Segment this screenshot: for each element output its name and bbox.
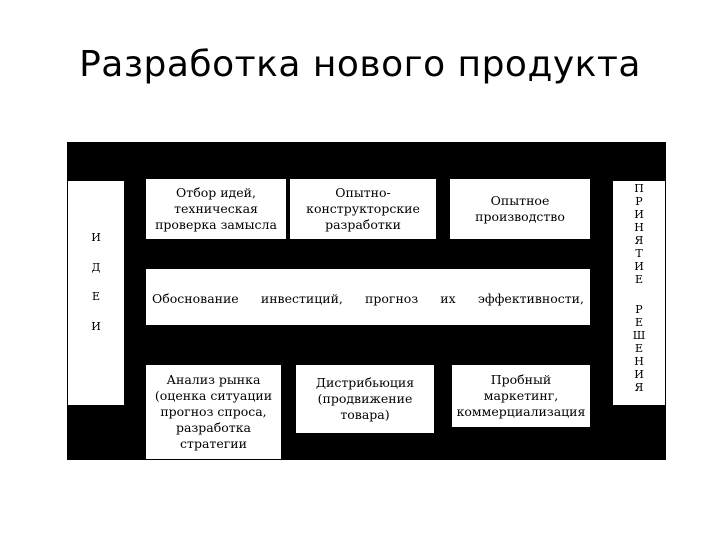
pilot-production-box: Опытное производство <box>450 179 590 239</box>
test-marketing-box: Пробный маркетинг, коммерциализация <box>452 365 590 427</box>
ideas-letter: И <box>91 231 101 244</box>
decision-column <box>613 181 665 405</box>
distribution-box: Дистрибьюция (продвижение товара) <box>296 365 434 433</box>
decision-letter: Ш <box>632 329 646 342</box>
decision-letter: Е <box>634 316 644 329</box>
investment-line-2: калькуляция расходов, расчеты себестоимости, цены и прибыли <box>152 325 584 340</box>
decision-letter: Р <box>635 195 643 208</box>
slide-title: Разработка нового продукта <box>79 44 641 85</box>
decision-letter: Н <box>634 355 644 368</box>
decision-letter: Т <box>635 247 643 260</box>
decision-letter: П <box>634 182 644 195</box>
decision-letter: Н <box>634 221 644 234</box>
decision-letter: И <box>634 260 644 273</box>
ideas-letter: И <box>91 320 101 333</box>
ideas-letter: Д <box>91 261 101 274</box>
ideas-column <box>68 181 124 405</box>
decision-letter: Я <box>634 234 644 247</box>
decision-letter: Р <box>635 303 643 316</box>
decision-letter: Е <box>634 342 644 355</box>
decision-letter: Я <box>634 381 644 394</box>
investment-line-1: Обоснование инвестиций, прогноз их эффективности, <box>152 291 584 306</box>
idea-selection-box: Отбор идей, техническая проверка замысла <box>146 179 286 239</box>
decision-letter: И <box>634 208 644 221</box>
prototype-development-box: Опытно- конструкторские разработки <box>290 179 436 239</box>
process-diagram <box>67 142 666 460</box>
ideas-letter: Е <box>91 290 101 303</box>
decision-letter: И <box>634 368 644 381</box>
investment-justification-box <box>146 269 590 340</box>
market-analysis-box: Анализ рынка (оценка ситуации прогноз спроса, разработка стратегии <box>146 365 281 459</box>
decision-letter: Е <box>634 273 644 286</box>
